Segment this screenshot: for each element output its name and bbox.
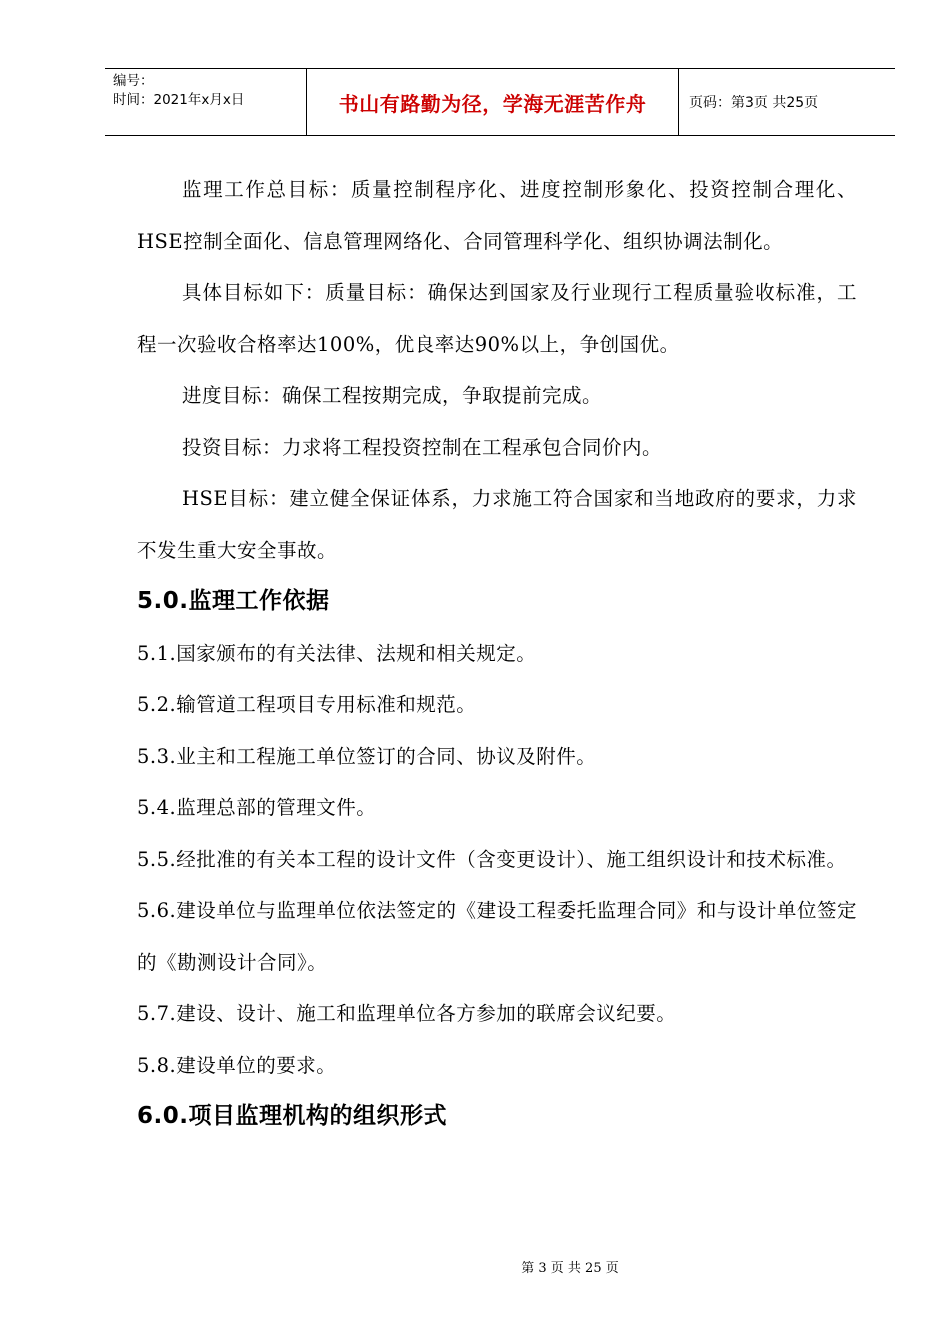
document-time: 时间：2021年x月x日: [113, 92, 245, 108]
paragraph-schedule-goal: 进度目标：确保工程按期完成，争取提前完成。: [182, 384, 603, 407]
page-header: [105, 68, 895, 136]
list-item: 5.5.经批准的有关本工程的设计文件（含变更设计）、施工组织设计和技术标准。: [137, 847, 847, 871]
paragraph-overall-goal: 监理工作总目标：质量控制程序化、进度控制形象化、投资控制合理化、HSE控制全面化、信息管理网络化、合同管理科学化、组织协调法制化。: [137, 178, 857, 253]
list-item: 5.7.建设、设计、施工和监理单位各方参加的联席会议纪要。: [137, 1002, 677, 1025]
list-item: 5.2.输管道工程项目专用标准和规范。: [137, 693, 477, 716]
document-number-label: 编号：: [113, 73, 154, 89]
header-meta: [105, 69, 307, 135]
header-motto: 书山有路勤为径，学海无涯苦作舟: [307, 69, 679, 135]
page-footer: 第 3 页 共 25 页: [521, 1261, 619, 1276]
document-body: [137, 164, 857, 1143]
list-item: 5.1.国家颁布的有关法律、法规和相关规定。: [137, 641, 537, 665]
list-item: 5.4.监理总部的管理文件。: [137, 796, 377, 819]
section-heading-5: 5.0.监理工作依据: [137, 588, 330, 614]
list-item: 5.3.业主和工程施工单位签订的合同、协议及附件。: [137, 744, 597, 768]
list-item: 5.8.建设单位的要求。: [137, 1053, 337, 1077]
list-item: 5.6.建设单位与监理单位依法签定的《建设工程委托监理合同》和与设计单位签定的《勘测设计合同》。: [137, 899, 857, 974]
section-heading-6: 6.0.项目监理机构的组织形式: [137, 1103, 447, 1129]
paragraph-specific-goals: 具体目标如下：质量目标：确保达到国家及行业现行工程质量验收标准，工程一次验收合格率达100%，优良率达90%以上，争创国优。: [137, 281, 857, 356]
paragraph-hse-goal: HSE目标：建立健全保证体系，力求施工符合国家和当地政府的要求，力求不发生重大安全事故。: [137, 487, 857, 562]
header-page-info: 页码：第3页 共25页: [689, 95, 819, 111]
paragraph-investment-goal: 投资目标：力求将工程投资控制在工程承包合同价内。: [182, 435, 663, 459]
